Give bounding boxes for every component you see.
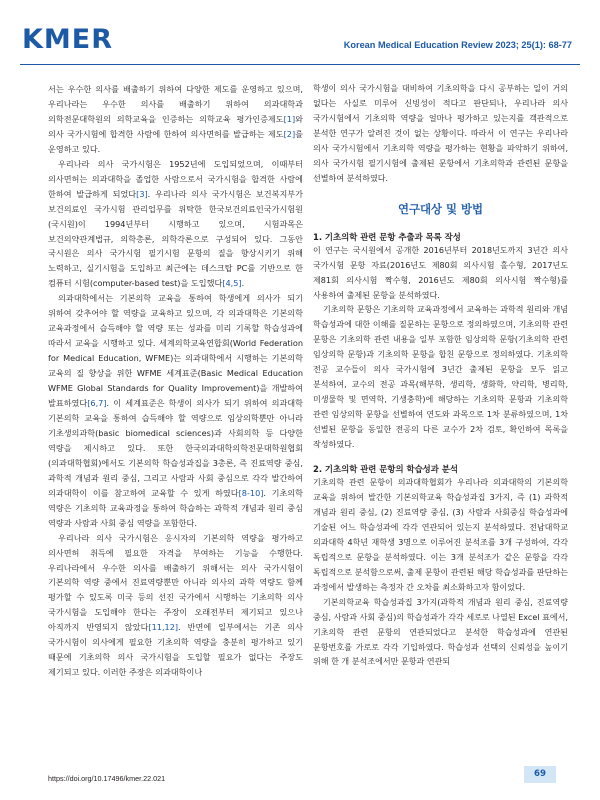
paragraph-text: . 우리나라 의사 국가시험은 보건복지부가 보건의료인 국가시험 관리업무를 위탁한 한국보건의료인국가시험원(국시원)이 1994년부터 시행하고 있으며, 시험과목은 보건의약관계법규, 의학총론, 의학각론으로 구성되어 있다. 그동안 국시원은 의사 국가시험 필기시험 문항의 질을 향상시키기 위해 노력하고, 실기시험을 도입하고 최근에는 데스크탑 PC를 기반으로 한 컴퓨터 시험(computer-based test)을 도입했다	[48, 188, 304, 289]
right-column	[313, 82, 568, 670]
citation-link[interactable]: [11,12]	[148, 622, 179, 633]
journal-logo: KMER	[22, 24, 114, 55]
subsection-title-2: 2. 기초의학 관련 문항의 학습성과 분석	[313, 464, 458, 475]
journal-citation: Korean Medical Education Review 2023; 25(1): 68-77	[343, 40, 572, 50]
left-column	[48, 82, 303, 680]
page-header	[0, 0, 600, 70]
paragraph-text: 를 운영하고 있다.	[48, 128, 303, 154]
intro-continued-paragraph: 학생이 의사 국가시험을 대비하여 기초의학을 다시 공부하는 일이 거의 없다는 사실로 미루어 신빙성이 적다고 판단되나, 우리나라 의사 국가시험에서 기초의학 역량을 얼마나 평가하고 있는지를 객관적으로 분석한 연구가 알려진 것이 없는 상황이다. 따라서 이 연구는 우리나라 의사 국가시험에서 기초의학 역량을 평가하는 현황을 파악하기 위하여, 의사 국가시험 필기시험에 출제된 문항에서 기초의학과 관련된 문항을 선별하여 분석하였다.	[313, 84, 568, 183]
paragraph-text: . 이 세계표준은 학생이 의사가 되기 위하여 의과대학 기본의학 교육을 통하여 습득해야 할 역량으로 임상의학뿐만 아니라 기초생의과학(basic biomedical sciences)과 사회의학 등 다양한 역량을 제시하고 있다. 또한 한국의과대학의학전문대학원협회(의과대학협회)에서도 기본의학 학습성과집을 3총론, 즉 진료역량 중심, 과학적 개념과 원리 중심, 그리고 사람과 사회 중심으로 각각 발간하여 의과대학이 이를 참고하여 교육할 수 있게 하였다	[48, 398, 303, 498]
citation-link[interactable]: [8-10]	[238, 487, 264, 498]
body-paragraph: 기초의학 문항은 기초의학 교육과정에서 교육하는 과학적 원리와 개념 학습성과에 대한 이해를 질문하는 문항으로 정의하였으며, 기초의학 관련 문항은 기초의학 관련 내용을 일부 포함한 임상의학 문항(기초의학 관련 임상의학 문항)과 기초의학 문항을 합친 문항으로 정의하였다. 기초의학 전공 교수들이 의사 국가시험에 3년간 출제된 문항을 모두 읽고 분석하여, 교수의 전공 과목(해부학, 생리학, 생화학, 약리학, 병리학, 미생물학 및 면역학, 기생충학)에 해당하는 기초의학 문항과 기초의학 관련 임상의학 문항을 선별하여 연도와 과목으로 1차 분류하였으며, 1차 선별된 문항을 동일한 전공의 다른 교수가 2차 검토, 확인하여 목록을 작성하였다.	[313, 305, 568, 450]
paragraph-text: 서는 우수한 의사를 배출하기 위하여 다양한 제도를 운영하고 있으며, 우리나라는 우수한 의사를 배출하기 위하여 의과대학과 의학전문대학원의 의학교육을 인증하는 의학교육 평가인증제도	[48, 84, 303, 124]
citation-link[interactable]: [6,7]	[87, 398, 107, 409]
body-paragraph: 기본의학교육 학습성과집 3가지(과학적 개념과 원리 중심, 진료역량 중심, 사람과 사회 중심)의 학습성과가 각각 세로로 나열된 Excel 표에서, 기초의학 관련 문항의 연관되었다고 분석한 학습성과에 연관된 문항번호를 가로로 각각 기입하였다. 학습성과 선택의 신뢰성을 높이기 위해 한 개 분석조에서만 문항과 연관되	[313, 597, 568, 667]
citation-link[interactable]: [1]	[283, 113, 296, 124]
paragraph-text: . 기초의학 역량은 기초의학 교육과정을 통하여 학습하는 과학적 개념과 원리 중심 역량과 사람과 사회 중심 역량을 포함한다.	[48, 487, 303, 528]
section-title-methods: 연구대상 및 방법	[398, 201, 483, 216]
page-number: 69	[524, 766, 556, 783]
citation-link[interactable]: [4,5]	[222, 278, 242, 289]
subsection-title-1: 1. 기초의학 관련 문항 추출과 목록 작성	[313, 231, 461, 242]
subsection-1-body	[313, 244, 568, 453]
paragraph-text: 우리나라 의사 국가시험은 1952년에 도입되었으며, 이때부터 의사면허는 의과대학을 졸업한 사람으로서 국가시험을 합격한 사람에 한하여 발급하게 되었다	[48, 158, 303, 199]
subsection-2-body	[313, 476, 568, 670]
body-paragraph: 이 연구는 국시원에서 공개한 2016년부터 2018년도까지 3년간 의사 국가시험 문항 자료(2016년도 제80회 의사시험 홀수형, 2017년도 제81회 의사시험 짝수형, 2016년도 제80회 의사시험 짝수형)를 사용하여 출제된 문항을 분석하였다.	[313, 245, 568, 300]
citation-link[interactable]: [3]	[136, 188, 148, 199]
body-paragraph	[48, 531, 303, 681]
paragraph-text: 와 의사 국가시험에 합격한 사람에 한하여 의사면허를 발급하는 제도	[48, 113, 303, 139]
paragraph-text: 우리나라 의사 국가시험은 응시자의 기본의학 역량을 평가하고 의사면허 취득에 필요한 자격을 부여하는 기능을 수행한다. 우리나라에서 우수한 의사를 배출하기 위해서는 의사 국가시험이 기본의학 역량 중에서 진료역량뿐만 아니라 의사의 과학 역량도 함께 평가할 수 있도록 미국 등의 선진 국가에서 시행하는 기초의학 의사 국가시험을 도입해야 한다는 주장이 오래전부터 제기되고 있으나 아직까지 반영되지 않았다	[48, 532, 303, 633]
header-rule	[20, 64, 580, 65]
body-paragraph	[48, 157, 303, 292]
body-paragraph	[48, 82, 303, 157]
citation-link[interactable]: [2]	[283, 128, 296, 139]
body-paragraph	[48, 291, 303, 530]
paragraph-text: . 반면에 일부에서는 기존 의사 국가시험이 의사에게 필요한 기초의학 역량을 충분히 평가하고 있기 때문에 기초의학 의사 국가시험을 도입할 필요가 없다는 주장도 제기되고 있다. 이러한 주장은 의과대학이나	[48, 622, 303, 678]
doi-link[interactable]: https://doi.org/10.17496/kmer.22.021	[48, 774, 166, 783]
paragraph-text: 의과대학에서는 기본의학 교육을 통하여 학생에게 의사가 되기 위하여 갖추어야 할 역량을 교육하고 있으며, 각 의과대학은 기본의학 교육과정에서 습득해야 할 역량 또는 성과를 미리 기록할 학습성과에 따라서 교육을 시행하고 있다. 세계의학교육연합회(World Federation for Medical Education, WFME)는 의과대학에서 시행하는 기본의학 교육의 질 향상을 위한 WFME 세계표준(Basic Medical Education WFME Global Standards for Quality Improvement)을 개발하여 발표하였다	[48, 293, 303, 409]
body-paragraph: 기초의학 관련 문항이 의과대학협회가 우리나라 의과대학의 기본의학 교육을 위하여 발간한 기본의학교육 학습성과집 3가지, 즉 (1) 과학적 개념과 원리 중심, (2) 진료역량 중심, (3) 사람과 사회중심 학습성과에 기술된 어느 학습성과에 각각 연관되어 있는지 분석하였다. 전남대학교 의과대학 4학년 재학생 3명으로 이루어진 분석조를 3개 구성하여, 각각 독립적으로 문항을 분석하였다. 이는 3개 분석조가 같은 문항을 각각 독립적으로 분석함으로써, 출제 문항이 관련된 해당 학습성과를 판단하는 과정에서 발생하는 측정자 간 오차를 최소화하고자 함이었다.	[313, 478, 568, 592]
paragraph-text: .	[241, 278, 245, 289]
